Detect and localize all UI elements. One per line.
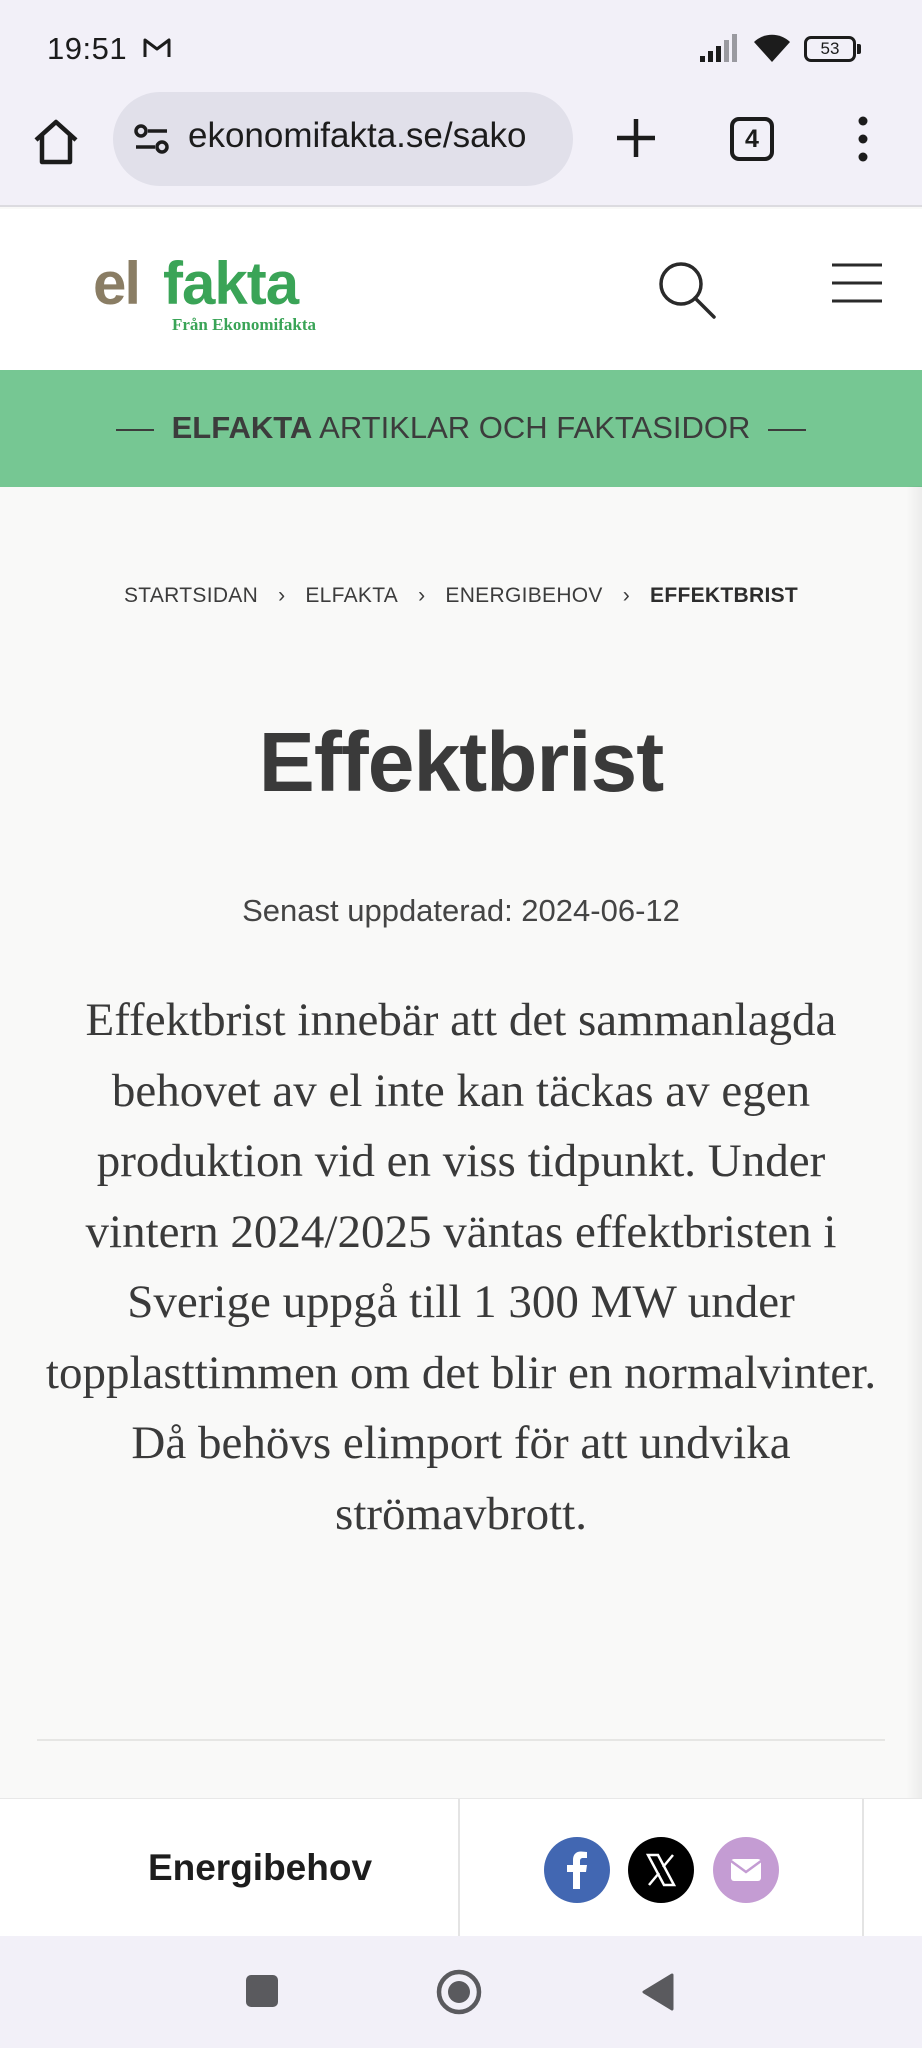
status-time: 19:51 (47, 31, 128, 66)
more-icon[interactable] (855, 114, 871, 164)
logo-el: el (93, 250, 140, 317)
scroll-edge-shadow (906, 486, 922, 1936)
share-bar (0, 1798, 922, 1936)
battery-level: 53 (804, 36, 856, 62)
banner-dash-right (768, 429, 806, 431)
page-title: Effektbrist (258, 715, 664, 809)
x-share-button[interactable] (628, 1837, 694, 1903)
lead-paragraph: Effektbrist innebär att det sammanlagda behovet av el inte kan täckas av egen produktion vid en viss tidpunkt. Under vintern 2024/2025 väntas effektbristen i Sverige uppgå till 1 300 MW under topplasttimmen om det blir en normalvinter. Då behövs elimport för att undvika strömavbrott. (45, 994, 877, 1540)
banner-strong: ELFAKTA (171, 410, 313, 445)
site-header (0, 209, 922, 370)
new-tab-icon[interactable] (614, 116, 658, 160)
home-button-icon[interactable] (435, 1968, 483, 2016)
chevron-right-icon: › (418, 584, 426, 607)
share-divider (862, 1799, 864, 1937)
breadcrumb-startsidan[interactable]: STARTSIDAN (123, 584, 259, 607)
logo-subtitle: Från Ekonomifakta (172, 315, 317, 334)
banner-text (0, 410, 922, 446)
x-icon (628, 1837, 694, 1903)
menu-icon[interactable] (832, 261, 882, 305)
tabs-icon[interactable]: 4 (730, 117, 774, 161)
section-banner[interactable] (0, 370, 922, 487)
signal-icon (698, 32, 742, 64)
browser-toolbar (0, 92, 922, 207)
divider (37, 1739, 885, 1741)
facebook-share-button[interactable] (544, 1837, 610, 1903)
breadcrumb (0, 584, 922, 608)
last-updated: Senast uppdaterad: 2024-06-12 (242, 893, 680, 928)
back-icon[interactable] (640, 1972, 676, 2012)
envelope-icon (713, 1837, 779, 1903)
url-text[interactable]: ekonomifakta.se/sako (188, 116, 527, 155)
breadcrumb-elfakta[interactable]: ELFAKTA (305, 584, 399, 607)
battery-icon (804, 36, 862, 62)
breadcrumb-energibehov[interactable]: ENERGIBEHOV (445, 584, 603, 607)
wifi-icon (752, 30, 792, 64)
facebook-icon (544, 1837, 610, 1903)
gmail-icon (142, 36, 172, 60)
section-label[interactable]: Energibehov (147, 1847, 373, 1888)
status-bar (0, 0, 922, 92)
search-icon[interactable] (656, 259, 718, 321)
banner-dash-left (116, 429, 154, 431)
section-link-box[interactable] (0, 1799, 460, 1937)
banner-rest: ARTIKLAR OCH FAKTASIDOR (319, 410, 751, 445)
address-bar[interactable] (113, 92, 573, 186)
elfakta-logo[interactable] (93, 249, 333, 339)
email-share-button[interactable] (713, 1837, 779, 1903)
chevron-right-icon: › (622, 584, 631, 607)
home-icon[interactable] (30, 116, 82, 168)
logo-fakta: fakta (163, 250, 299, 317)
chevron-right-icon: › (278, 584, 286, 607)
battery-tip (857, 44, 861, 54)
site-settings-icon[interactable] (133, 122, 171, 156)
recents-button[interactable] (246, 1975, 278, 2007)
breadcrumb-current: EFFEKTBRIST (650, 584, 799, 607)
